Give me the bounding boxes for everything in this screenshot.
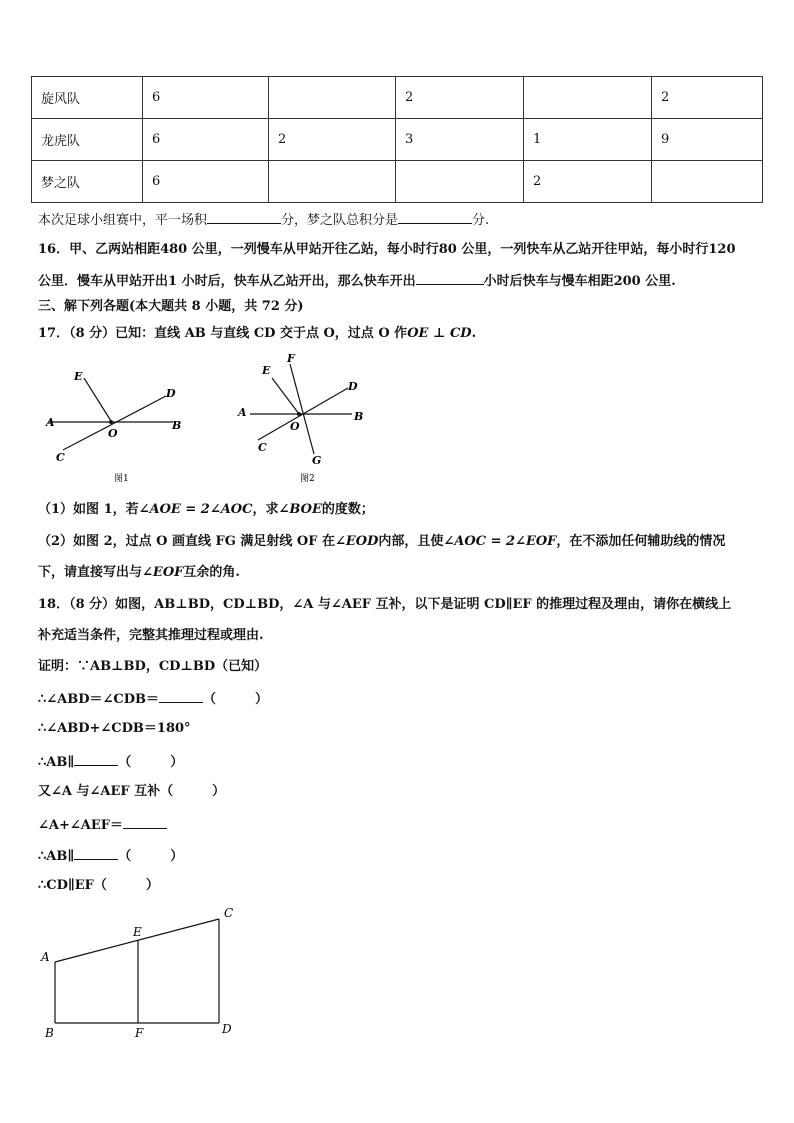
figure-1 [38, 360, 198, 488]
math-expr: ∠EOF [142, 565, 184, 580]
answer-blank[interactable] [123, 815, 167, 829]
math-expr: OE ⊥ CD [407, 326, 472, 341]
q15-text: 本次足球小组赛中，平一场积 [38, 213, 208, 228]
score-cell [396, 161, 524, 203]
math-expr: ∠EOD [334, 534, 379, 549]
score-cell: 9 [652, 119, 763, 161]
label-d: D [166, 387, 176, 400]
q17-part2 [38, 533, 725, 551]
answer-blank[interactable] [416, 271, 484, 285]
reason-paren: （ ） [118, 849, 184, 864]
point-o [109, 420, 113, 424]
q17-text: 内部，且使 [378, 534, 444, 549]
q15-tail [38, 210, 489, 230]
q16-text: 小时后快车与慢车相距200 公里. [483, 274, 676, 289]
q17-lead [38, 325, 476, 343]
score-cell: 2 [524, 161, 652, 203]
section-heading: 三、解下列各题(本大题共 8 小题，共 72 分) [38, 299, 304, 314]
line-cd [63, 396, 166, 450]
proof-text: ∴∠ABD＝∠CDB＝ [38, 692, 160, 707]
figure-q18 [36, 902, 246, 1042]
q17-text: 互余的角. [183, 565, 240, 580]
q17-text: ，求 [252, 502, 279, 517]
table-row [32, 161, 763, 203]
q17-text: 的度数； [321, 502, 374, 517]
proof-step [38, 815, 167, 835]
label-f: F [135, 1026, 144, 1040]
reason-paren: （ ） [203, 692, 269, 707]
answer-blank[interactable] [74, 846, 118, 860]
label-o: O [290, 420, 300, 433]
figure-caption: 图2 [300, 474, 315, 484]
reason-paren: （ ） [93, 878, 159, 893]
score-cell: 6 [143, 77, 269, 119]
proof-step [38, 783, 225, 801]
label-f: F [287, 352, 295, 365]
q17-text: （2）如图 2，过点 O 画直线 FG 满足射线 OF 在 [38, 534, 335, 549]
math-expr: ∠AOC = 2∠EOF [443, 534, 557, 549]
label-b: B [354, 410, 364, 423]
proof-text: ∠A+∠AEF＝ [38, 818, 123, 833]
score-table [31, 76, 763, 203]
proof-step [38, 846, 183, 866]
label-c: C [258, 441, 267, 454]
score-cell: 2 [652, 77, 763, 119]
math-expr: ∠BOE [278, 502, 322, 517]
answer-blank[interactable] [74, 752, 118, 766]
reason-paren: （ ） [160, 784, 226, 799]
math-expr: ∠AOE = 2∠AOC [138, 502, 253, 517]
label-o: O [108, 427, 118, 440]
proof-step [38, 877, 159, 895]
q15-text: 分. [472, 213, 490, 228]
label-a: A [238, 406, 247, 419]
score-cell: 2 [396, 77, 524, 119]
score-cell: 6 [143, 161, 269, 203]
q17-text: 下，请直接写出与 [38, 565, 143, 580]
label-b: B [172, 419, 182, 432]
label-g: G [312, 454, 322, 467]
label-a: A [46, 416, 55, 429]
proof-text: ∴AB∥ [38, 849, 75, 864]
table-row [32, 119, 763, 161]
q17-part1 [38, 501, 374, 519]
reason-paren: （ ） [118, 755, 184, 770]
team-cell: 龙虎队 [32, 119, 143, 161]
q17-text: ，在不添加任何辅助线的情况 [556, 534, 726, 549]
q17-text: （1）如图 1，若 [38, 502, 139, 517]
answer-blank[interactable] [398, 210, 472, 224]
proof-step: ∴∠ABD+∠CDB＝180° [38, 721, 191, 736]
label-b: B [45, 1026, 54, 1040]
score-cell [524, 77, 652, 119]
score-cell [652, 161, 763, 203]
label-c: C [224, 906, 234, 920]
score-cell: 6 [143, 119, 269, 161]
q18-line2: 补充适当条件，完整其推理过程或理由. [38, 628, 264, 643]
q17-text: 17．（8 分）已知：直线 AB 与直线 CD 交于点 O，过点 O 作 [38, 326, 408, 341]
proof-text: ∴CD∥EF [38, 878, 94, 893]
q17-text: . [471, 326, 477, 341]
figure-2 [232, 350, 372, 488]
answer-blank[interactable] [159, 689, 203, 703]
q16-text: 公里．慢车从甲站开出1 小时后，快车从乙站开出，那么快车开出 [38, 274, 416, 289]
label-d: D [348, 380, 358, 393]
q15-text: 分，梦之队总积分是 [281, 213, 399, 228]
label-e: E [74, 370, 83, 383]
q16-line1: 16．甲、乙两站相距480 公里，一列慢车从甲站开往乙站，每小时行80 公里，一列快车从乙站开往甲站，每小时行120 [38, 242, 736, 257]
proof-text: 又∠A 与∠AEF 互补 [38, 784, 161, 799]
label-a: A [41, 950, 50, 964]
score-cell [269, 77, 396, 119]
label-c: C [56, 451, 65, 464]
q16-line2 [38, 271, 676, 291]
answer-blank[interactable] [207, 210, 281, 224]
proof-text: ∴AB∥ [38, 755, 75, 770]
figure-caption: 图1 [114, 474, 129, 484]
label-d: D [222, 1022, 232, 1036]
score-cell: 1 [524, 119, 652, 161]
proof-step: 证明：∵AB⊥BD，CD⊥BD（已知） [38, 659, 268, 674]
score-cell [269, 161, 396, 203]
ray-oe [84, 378, 111, 421]
proof-step [38, 689, 268, 709]
team-cell: 旋风队 [32, 77, 143, 119]
score-cell: 3 [396, 119, 524, 161]
team-cell: 梦之队 [32, 161, 143, 203]
q17-part2-line2 [38, 564, 240, 582]
line-fg [290, 364, 314, 454]
point-o [297, 412, 301, 416]
label-e: E [262, 364, 271, 377]
label-e: E [133, 925, 142, 939]
score-cell: 2 [269, 119, 396, 161]
table-row [32, 77, 763, 119]
proof-step [38, 752, 183, 772]
q18-line1: 18．（8 分）如图，AB⊥BD，CD⊥BD，∠A 与∠AEF 互补，以下是证明 CD∥EF 的推理过程及理由，请你在横线上 [38, 597, 732, 612]
